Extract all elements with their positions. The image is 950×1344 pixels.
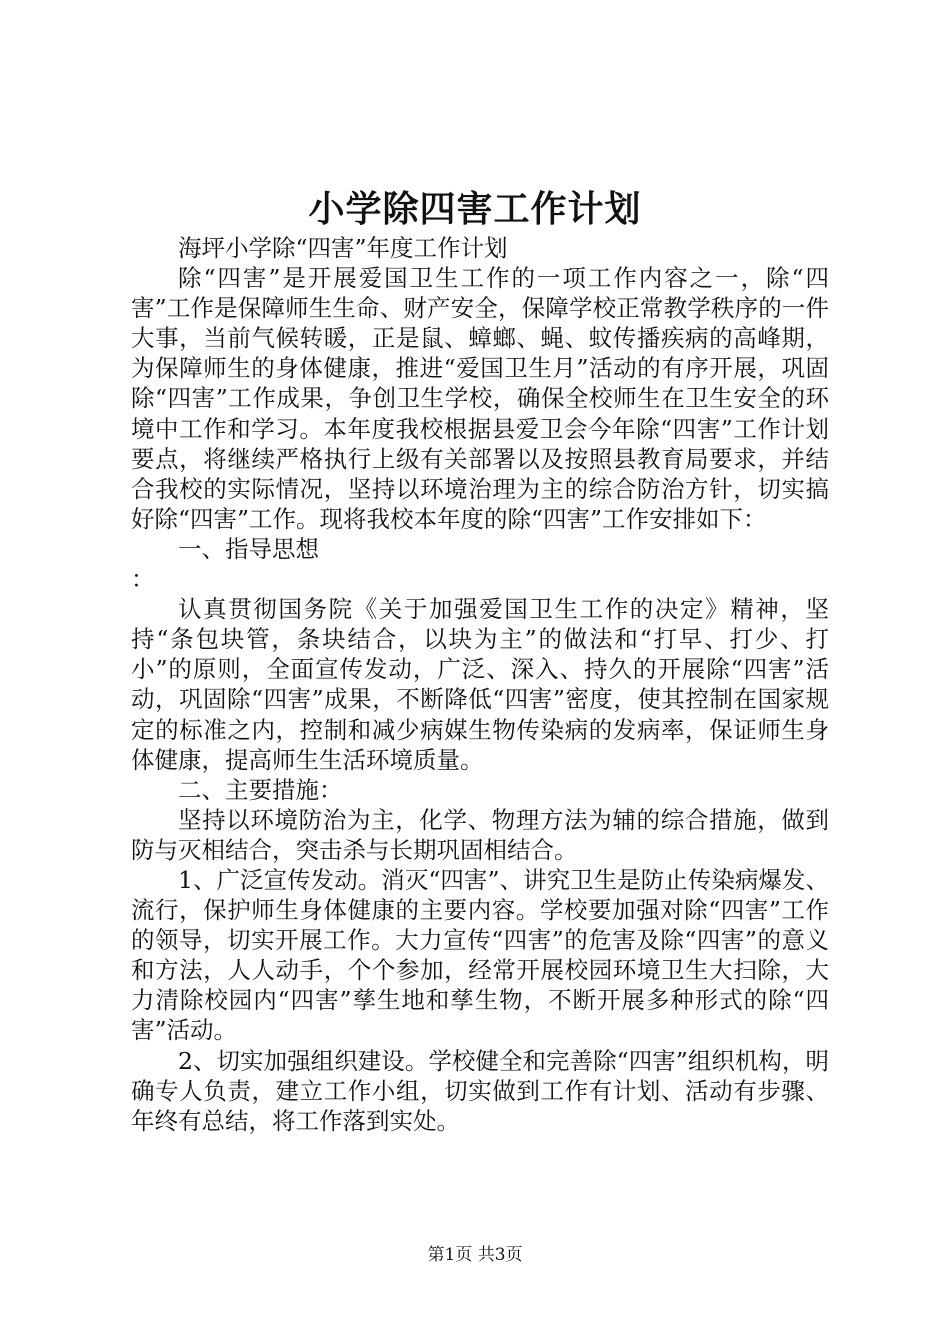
measure-2-paragraph: 2、切实加强组织建设。学校健全和完善除“四害”组织机构，明确专人负责，建立工作小组，切实做到工作有计划、活动有步骤、年终有总结，将工作落到实处。 <box>131 1046 829 1135</box>
guiding-ideology-paragraph: 认真贯彻国务院《关于加强爱国卫生工作的决定》精神，坚持“条包块管，条块结合，以块为主”的做法和“打早、打少、打小”的原则，全面宣传发动，广泛、深入、持久的开展除“四害”活动，巩固除“四害”成果，不断降低“四害”密度，使其控制在国家规定的标准之内，控制和减少病媒生物传染病的发病率，保证师生身体健康，提高师生生活环境质量。 <box>131 595 829 774</box>
intro-paragraph: 除“四害”是开展爱国卫生工作的一项工作内容之一，除“四害”工作是保障师生生命、财产安全，保障学校正常教学秩序的一件大事，当前气候转暖，正是鼠、蟑螂、蝇、蚊传播疾病的高峰期，为保障师生的身体健康，推进“爱国卫生月”活动的有序开展，巩固除“四害”工作成果，争创卫生学校，确保全校师生在卫生安全的环境中工作和学习。本年度我校根据县爱卫会今年除“四害”工作计划要点，将继续严格执行上级有关部署以及按照县教育局要求，并结合我校的实际情况，坚持以环境治理为主的综合防治方针，切实搞好除“四害”工作。现将我校本年度的除“四害”工作安排如下： <box>131 264 829 533</box>
stray-colon-line: ： <box>131 565 155 594</box>
section-heading-guiding-ideology: 一、指导思想 <box>178 534 319 563</box>
document-body <box>131 233 829 1136</box>
subtitle-paragraph: 海坪小学除“四害”年度工作计划 <box>178 234 508 262</box>
measures-intro-paragraph: 坚持以环境防治为主，化学、物理方法为辅的综合措施，做到防与灭相结合，突击杀与长期巩固相结合。 <box>131 805 829 864</box>
page-footer: 第1页 共3页 <box>427 1245 523 1265</box>
measure-1-paragraph: 1、广泛宣传发动。消灭“四害”、讲究卫生是防止传染病爆发、流行，保护师生身体健康的主要内容。学校要加强对除“四害”工作的领导，切实开展工作。大力宣传“四害”的危害及除“四害”的意义和方法，人人动手，个个参加，经常开展校园环境卫生大扫除，大力清除校园内“四害”孳生地和孳生物，不断开展多种形式的除“四害”活动。 <box>131 865 829 1045</box>
section-heading-main-measures: 二、主要措施： <box>178 775 343 804</box>
document-title: 小学除四害工作计划 <box>308 188 642 230</box>
